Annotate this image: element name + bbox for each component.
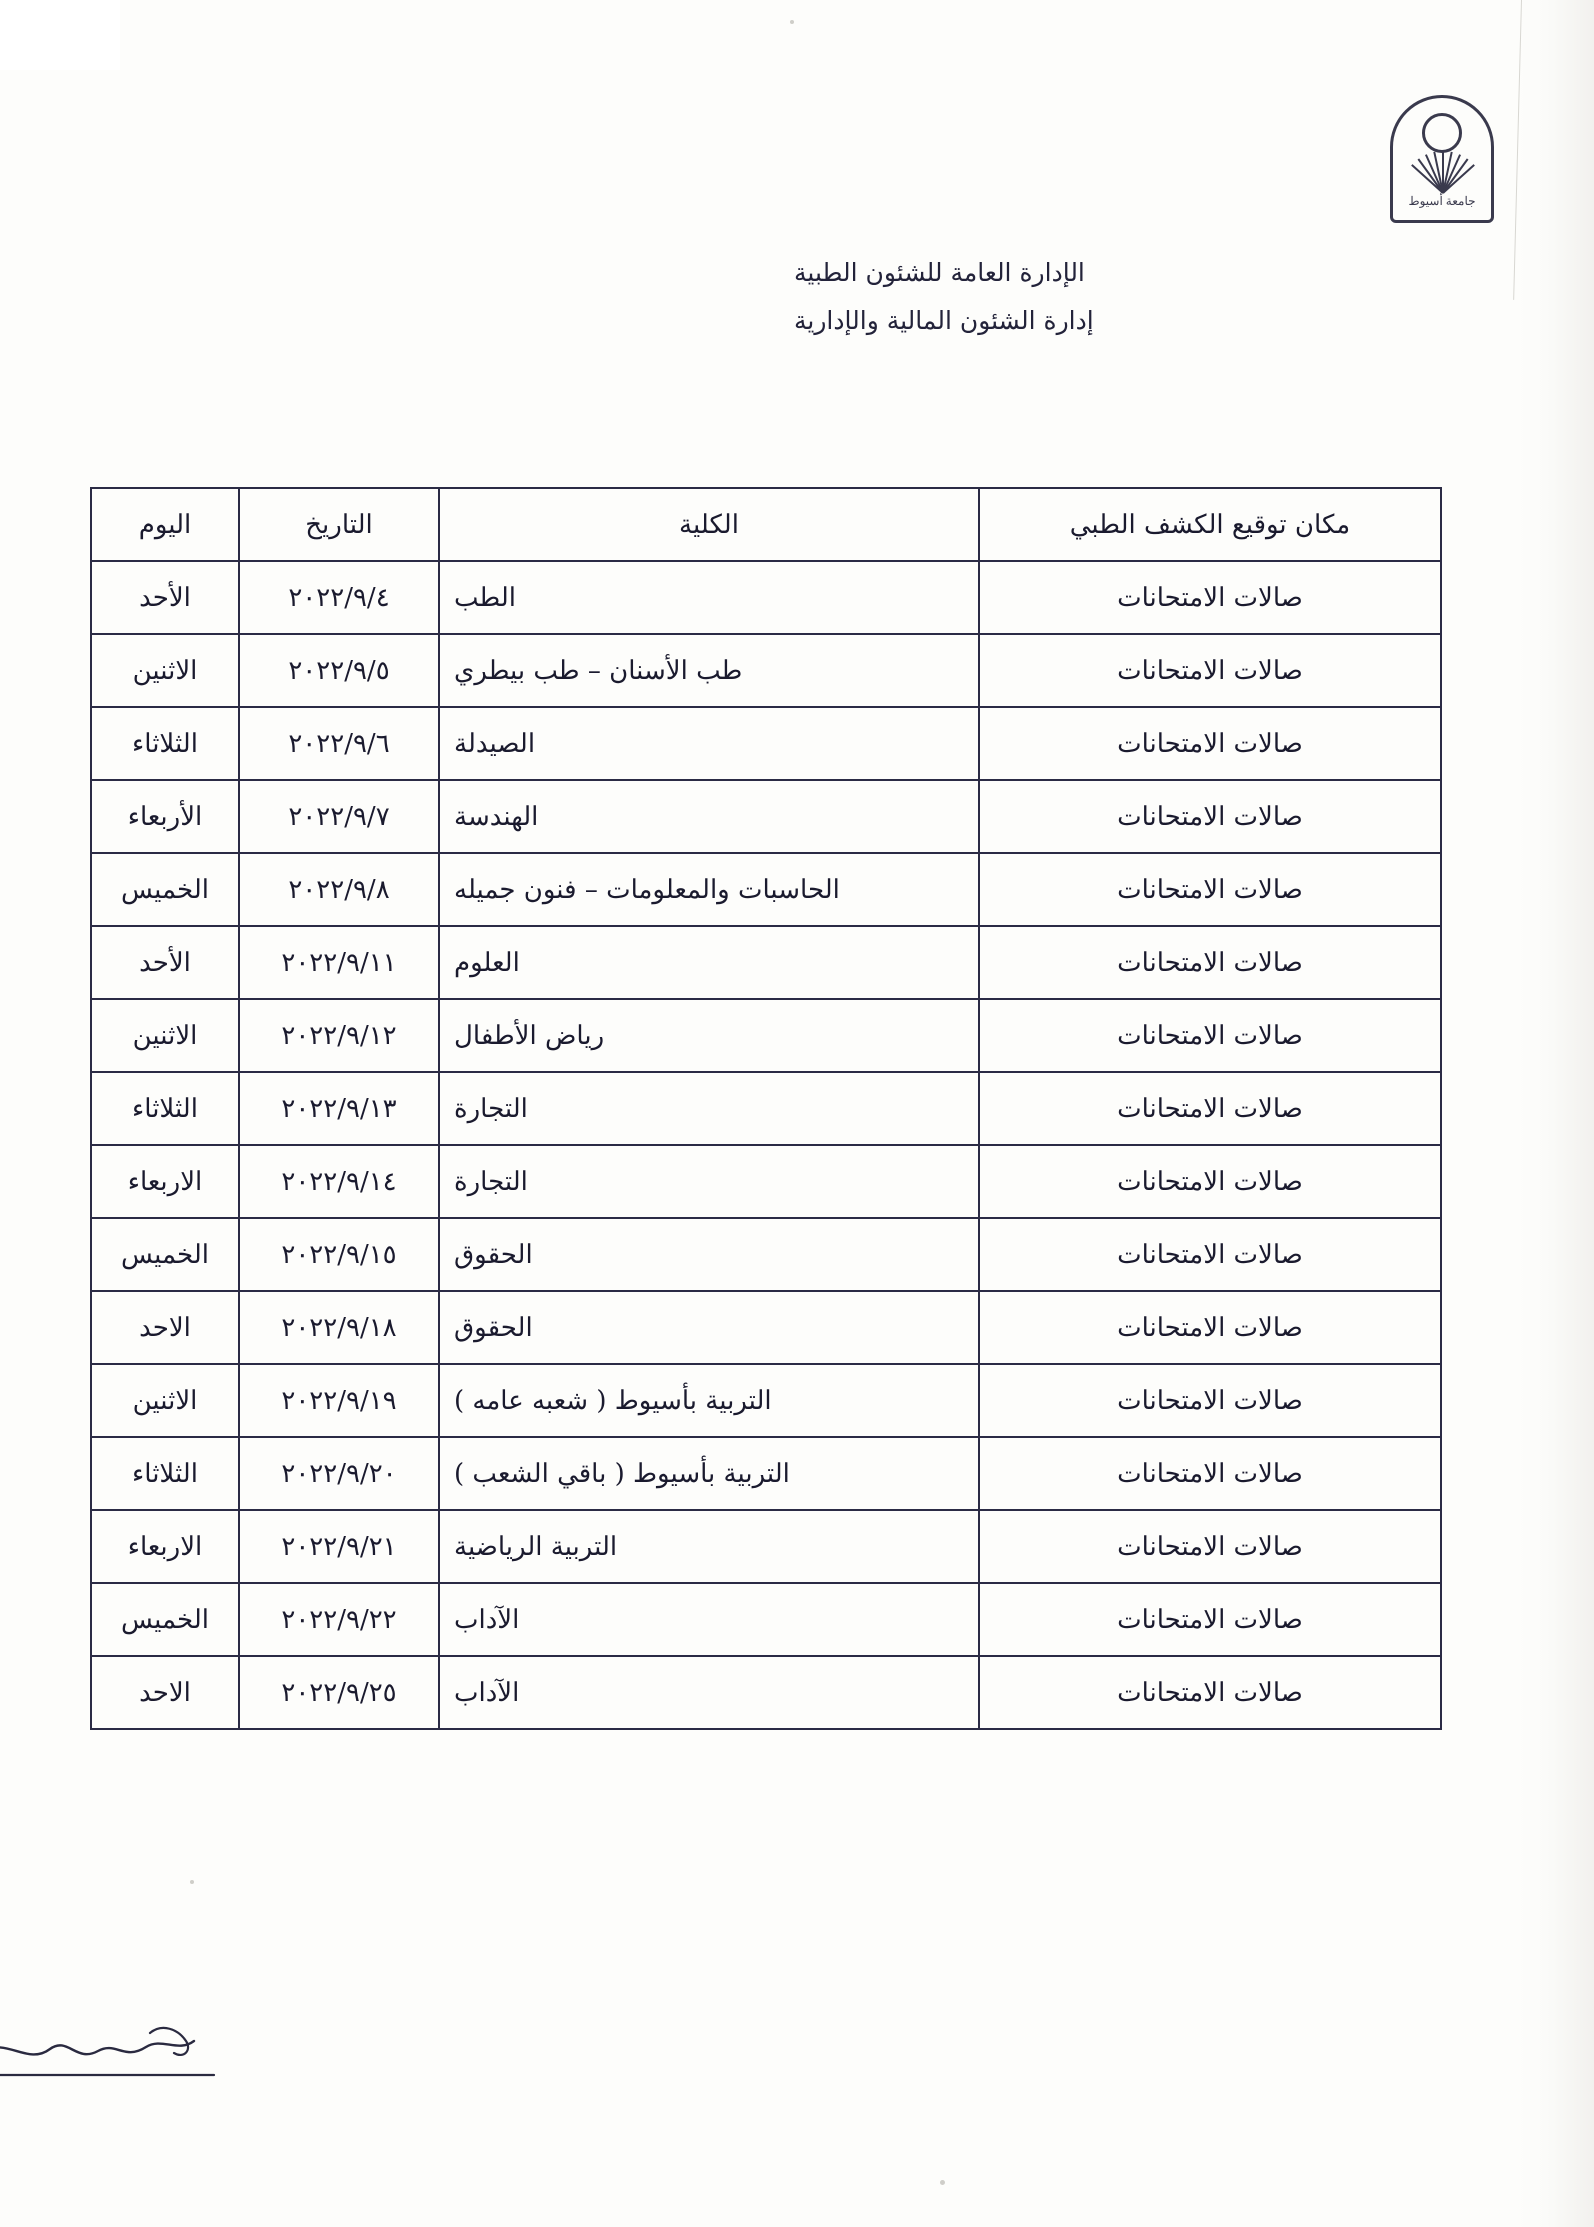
cell-faculty: التربية الرياضية bbox=[439, 1510, 979, 1583]
cell-faculty: العلوم bbox=[439, 926, 979, 999]
cell-place: صالات الامتحانات bbox=[979, 707, 1441, 780]
handwritten-signature bbox=[0, 2019, 244, 2109]
table-row bbox=[91, 1510, 1441, 1583]
cell-date: ٢٠٢٢/٩/١١ bbox=[239, 926, 439, 999]
cell-day: الاثنين bbox=[91, 634, 239, 707]
table-row bbox=[91, 1072, 1441, 1145]
schedule-table-container bbox=[92, 487, 1442, 1730]
table-row bbox=[91, 1291, 1441, 1364]
cell-place: صالات الامتحانات bbox=[979, 1145, 1441, 1218]
cell-date: ٢٠٢٢/٩/٢٠ bbox=[239, 1437, 439, 1510]
cell-day: الخميس bbox=[91, 853, 239, 926]
cell-day: الثلاثاء bbox=[91, 707, 239, 780]
cell-date: ٢٠٢٢/٩/٨ bbox=[239, 853, 439, 926]
cell-day: الاحد bbox=[91, 1656, 239, 1729]
cell-faculty: الصيدلة bbox=[439, 707, 979, 780]
table-row bbox=[91, 1364, 1441, 1437]
cell-faculty: الحقوق bbox=[439, 1218, 979, 1291]
cell-day: الاثنين bbox=[91, 999, 239, 1072]
cell-day: الخميس bbox=[91, 1218, 239, 1291]
cell-faculty: الآداب bbox=[439, 1583, 979, 1656]
cell-day: الخميس bbox=[91, 1583, 239, 1656]
cell-date: ٢٠٢٢/٩/١٥ bbox=[239, 1218, 439, 1291]
column-header-date: التاريخ bbox=[239, 488, 439, 561]
cell-day: الاثنين bbox=[91, 1364, 239, 1437]
university-logo-icon bbox=[1390, 95, 1494, 223]
column-header-place: مكان توقيع الكشف الطبي bbox=[979, 488, 1441, 561]
cell-date: ٢٠٢٢/٩/١٢ bbox=[239, 999, 439, 1072]
table-row bbox=[91, 1656, 1441, 1729]
table-row bbox=[91, 1583, 1441, 1656]
cell-place: صالات الامتحانات bbox=[979, 1437, 1441, 1510]
cell-faculty: الحقوق bbox=[439, 1291, 979, 1364]
cell-place: صالات الامتحانات bbox=[979, 634, 1441, 707]
cell-faculty: رياض الأطفال bbox=[439, 999, 979, 1072]
cell-day: الثلاثاء bbox=[91, 1072, 239, 1145]
cell-place: صالات الامتحانات bbox=[979, 853, 1441, 926]
cell-day: الاربعاء bbox=[91, 1510, 239, 1583]
cell-faculty: الآداب bbox=[439, 1656, 979, 1729]
cell-faculty: التجارة bbox=[439, 1145, 979, 1218]
column-header-day: اليوم bbox=[91, 488, 239, 561]
cell-date: ٢٠٢٢/٩/٥ bbox=[239, 634, 439, 707]
table-row bbox=[91, 561, 1441, 634]
table-row bbox=[91, 707, 1441, 780]
cell-place: صالات الامتحانات bbox=[979, 1072, 1441, 1145]
cell-date: ٢٠٢٢/٩/١٤ bbox=[239, 1145, 439, 1218]
document-header bbox=[794, 95, 1494, 344]
table-row bbox=[91, 1437, 1441, 1510]
scan-speck bbox=[940, 2180, 945, 2185]
table-row bbox=[91, 999, 1441, 1072]
cell-date: ٢٠٢٢/٩/٢٥ bbox=[239, 1656, 439, 1729]
table-row bbox=[91, 1145, 1441, 1218]
cell-day: الاربعاء bbox=[91, 1145, 239, 1218]
cell-faculty: طب الأسنان – طب بيطري bbox=[439, 634, 979, 707]
cell-place: صالات الامتحانات bbox=[979, 780, 1441, 853]
cell-faculty: التربية بأسيوط ( شعبه عامه ) bbox=[439, 1364, 979, 1437]
cell-place: صالات الامتحانات bbox=[979, 1583, 1441, 1656]
cell-day: الاحد bbox=[91, 1291, 239, 1364]
cell-date: ٢٠٢٢/٩/٢١ bbox=[239, 1510, 439, 1583]
cell-place: صالات الامتحانات bbox=[979, 926, 1441, 999]
cell-date: ٢٠٢٢/٩/٢٢ bbox=[239, 1583, 439, 1656]
cell-date: ٢٠٢٢/٩/٧ bbox=[239, 780, 439, 853]
cell-place: صالات الامتحانات bbox=[979, 1218, 1441, 1291]
table-header-row bbox=[91, 488, 1441, 561]
cell-date: ٢٠٢٢/٩/١٨ bbox=[239, 1291, 439, 1364]
table-row bbox=[91, 926, 1441, 999]
cell-faculty: الحاسبات والمعلومات – فنون جميله bbox=[439, 853, 979, 926]
cell-place: صالات الامتحانات bbox=[979, 1510, 1441, 1583]
cell-place: صالات الامتحانات bbox=[979, 561, 1441, 634]
schedule-table bbox=[90, 487, 1442, 1730]
cell-faculty: الطب bbox=[439, 561, 979, 634]
cell-faculty: التجارة bbox=[439, 1072, 979, 1145]
scan-corner-artifact bbox=[0, 0, 120, 70]
scan-speck bbox=[190, 1880, 194, 1884]
cell-place: صالات الامتحانات bbox=[979, 1656, 1441, 1729]
cell-date: ٢٠٢٢/٩/١٣ bbox=[239, 1072, 439, 1145]
cell-date: ٢٠٢٢/٩/١٩ bbox=[239, 1364, 439, 1437]
table-row bbox=[91, 853, 1441, 926]
table-row bbox=[91, 780, 1441, 853]
table-row bbox=[91, 1218, 1441, 1291]
cell-date: ٢٠٢٢/٩/٦ bbox=[239, 707, 439, 780]
org-line-financial-administration: إدارة الشئون المالية والإدارية bbox=[794, 305, 1094, 335]
cell-place: صالات الامتحانات bbox=[979, 1364, 1441, 1437]
scan-speck bbox=[790, 20, 794, 24]
scan-edge-shadow bbox=[1516, 0, 1594, 2227]
cell-day: الأحد bbox=[91, 561, 239, 634]
logo-caption: جامعة أسيوط bbox=[1408, 194, 1476, 208]
cell-date: ٢٠٢٢/٩/٤ bbox=[239, 561, 439, 634]
cell-place: صالات الامتحانات bbox=[979, 999, 1441, 1072]
table-row bbox=[91, 634, 1441, 707]
cell-faculty: الهندسة bbox=[439, 780, 979, 853]
cell-day: الأربعاء bbox=[91, 780, 239, 853]
cell-faculty: التربية بأسيوط ( باقي الشعب ) bbox=[439, 1437, 979, 1510]
column-header-faculty: الكلية bbox=[439, 488, 979, 561]
cell-day: الثلاثاء bbox=[91, 1437, 239, 1510]
cell-place: صالات الامتحانات bbox=[979, 1291, 1441, 1364]
cell-day: الأحد bbox=[91, 926, 239, 999]
org-line-general-administration: الإدارة العامة للشئون الطبية bbox=[794, 258, 1085, 287]
